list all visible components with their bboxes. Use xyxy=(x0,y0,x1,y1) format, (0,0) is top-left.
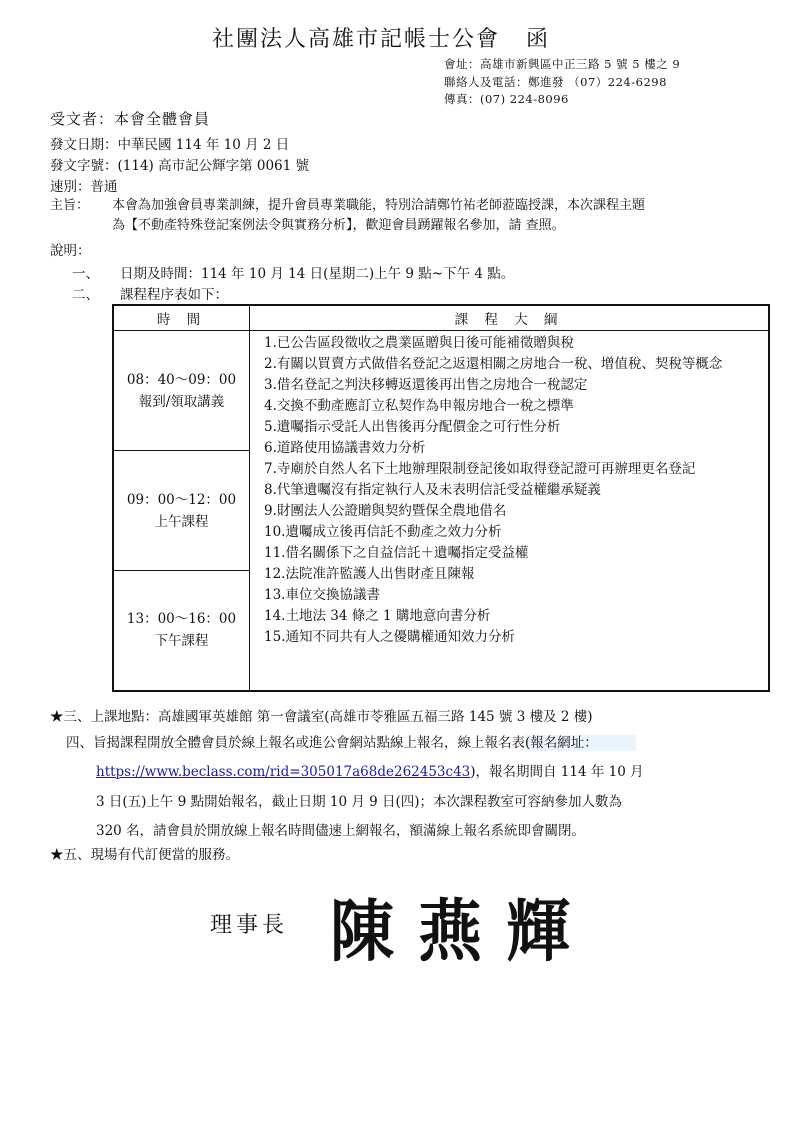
outline-item: 6.道路使用協議書效力分析 xyxy=(264,440,426,456)
schedule-table xyxy=(112,304,770,692)
outline-item: 2.有關以買賣方式做借名登記之返還相關之房地合一稅、增值稅、契稅等概念 xyxy=(264,356,723,372)
signature-calligraphy: 陳燕輝 xyxy=(330,892,594,972)
note-registration-line-1 xyxy=(66,731,636,751)
org-contact: 聯絡人及電話：鄭進發 （07）224-6298 xyxy=(444,75,667,89)
outline-item: 5.遺囑指示受託人出售後再分配價金之可行性分析 xyxy=(264,419,561,435)
item-number: 二、 xyxy=(72,287,99,303)
signatory-title: 理事長 xyxy=(210,913,289,938)
table-row xyxy=(113,331,769,451)
registration-period: )，報名期間自 114 年 10 月 xyxy=(470,764,644,780)
subject-line-1: 本會為加強會員專業訓練，提升會員專業職能，特別洽請鄭竹祐老師蒞臨授課，本次課程主題 xyxy=(112,198,646,213)
note-registration-line-2 xyxy=(96,760,644,780)
outline-item: 7.寺廟於自然人名下土地辦理限制登記後如取得登記證可再辦理更名登記 xyxy=(264,461,696,477)
time-cell xyxy=(113,331,250,451)
org-address: 會址：高雄市新興區中正三路 5 號 5 樓之 9 xyxy=(444,57,681,71)
course-outline xyxy=(250,331,770,691)
registration-url-label: (報名網址： xyxy=(525,735,636,751)
header-outline: 課 程 大 綱 xyxy=(250,305,770,331)
outline-item: 4.交換不動產應訂立私契作為申報房地合一稅之標準 xyxy=(264,398,574,414)
note-venue: ★三、上課地點：高雄國軍英雄館 第一會議室(高雄市苓雅區五福三路 145 號 3 樓及 2 樓) xyxy=(50,709,593,725)
outline-item: 1.已公告區段徵收之農業區贈與日後可能補徵贈與稅 xyxy=(264,335,574,351)
time-label: 上午課程 xyxy=(154,513,209,530)
subject xyxy=(50,196,645,236)
issue-date: 發文日期：中華民國 114 年 10 月 2 日 xyxy=(50,137,290,153)
time-label: 下午課程 xyxy=(154,633,209,650)
explanation-item-1 xyxy=(72,262,514,282)
priority: 速別：普通 xyxy=(50,179,118,195)
organization-name: 社團法人高雄市記帳士公會 xyxy=(212,27,501,52)
time-range: 13：00～16：00 xyxy=(126,611,237,628)
subject-line-2: 為【不動產特殊登記案例法令與實務分析】，歡迎會員踴躍報名參加，請 查照。 xyxy=(112,218,565,233)
outline-item: 14.土地法 34 條之 1 購地意向書分析 xyxy=(264,608,491,624)
item-text: 課程程序表如下： xyxy=(120,287,228,303)
time-range: 08：40～09：00 xyxy=(126,371,237,388)
note-registration-line-4: 320 名，請會員於開放線上報名時間儘速上網報名，額滿線上報名系統即會關閉。 xyxy=(96,823,586,839)
letterhead-title xyxy=(212,22,550,53)
table-header-row xyxy=(113,305,769,331)
document-number: 發文字號：(114) 高市記公輝字第 0061 號 xyxy=(50,158,310,174)
outline-item: 9.財團法人公證贈與契約暨保全農地借名 xyxy=(264,503,507,519)
outline-item: 11.借名關係下之自益信託＋遺囑指定受益權 xyxy=(264,545,529,561)
explanation-label: 說明： xyxy=(50,243,91,259)
item-text: 日期及時間：114 年 10 月 14 日(星期二)上午 9 點~下午 4 點。 xyxy=(120,266,515,282)
registration-link[interactable]: https://www.beclass.com/rid=305017a68de262453c43 xyxy=(96,764,471,780)
outline-item: 10.遺囑成立後再信託不動產之效力分析 xyxy=(264,524,502,540)
note-registration-line-3: 3 日(五)上午 9 點開始報名，截止日期 10 月 9 日(四)；本次課程教室可容納參加人數為 xyxy=(96,794,623,810)
item-number: 一、 xyxy=(72,266,99,282)
time-range: 09：00～12：00 xyxy=(126,491,237,508)
outline-item: 12.法院准許監護人出售財產且陳報 xyxy=(264,566,475,582)
outline-item: 8.代筆遺囑沒有指定執行人及未表明信託受益權繼承疑義 xyxy=(264,482,601,498)
registration-text: 四、旨揭課程開放全體會員於線上報名或進公會網站點線上報名，線上報名表 xyxy=(66,735,525,751)
time-cell xyxy=(113,571,250,691)
subject-label: 主旨： xyxy=(50,198,90,213)
org-fax: 傳真：(07) 224-8096 xyxy=(444,92,569,106)
outline-item: 13.車位交換協議書 xyxy=(264,587,380,603)
time-cell xyxy=(113,451,250,571)
document-type: 函 xyxy=(526,27,551,52)
recipient: 受文者：本會全體會員 xyxy=(50,110,211,128)
note-lunch-service: ★五、現場有代訂便當的服務。 xyxy=(50,847,239,863)
time-label: 報到/領取講義 xyxy=(138,393,225,410)
outline-item: 15.通知不同共有人之優購權通知效力分析 xyxy=(264,629,515,645)
header-time: 時 間 xyxy=(113,305,250,331)
explanation-item-2 xyxy=(72,283,228,303)
outline-item: 3.借名登記之判決移轉返還後再出售之房地合一稅認定 xyxy=(264,377,588,393)
